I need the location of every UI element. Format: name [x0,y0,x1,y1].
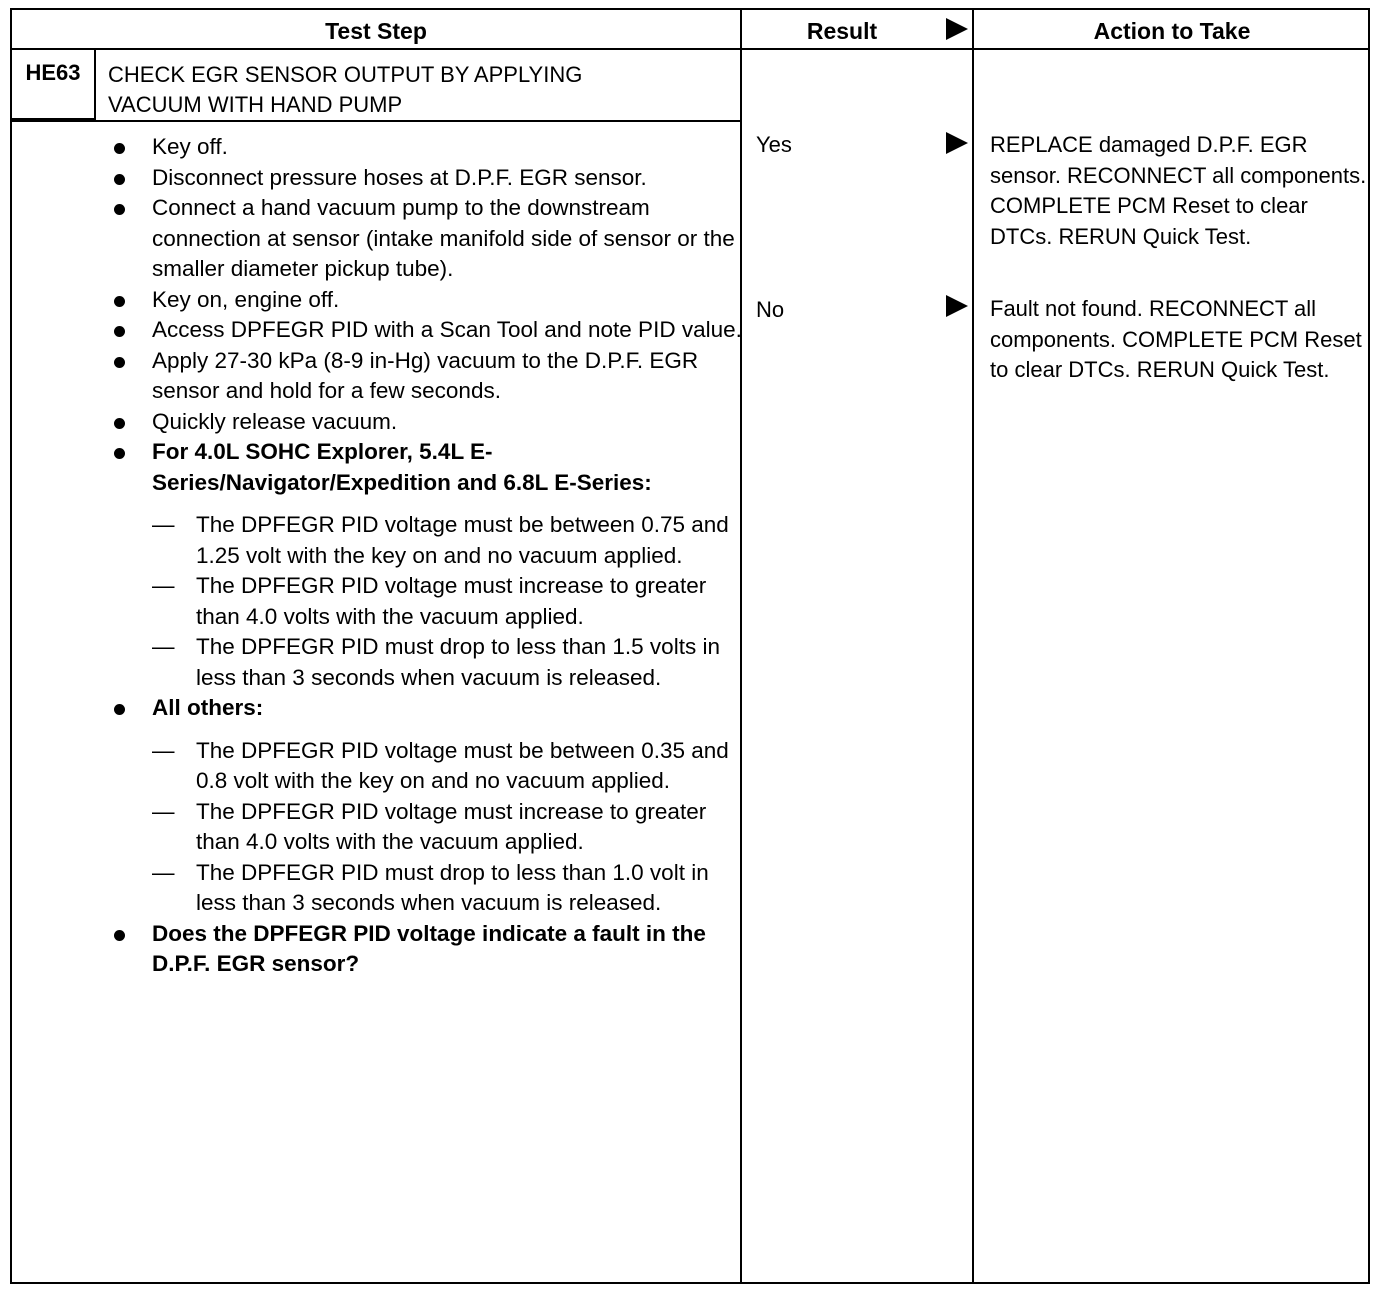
bullet-icon [114,448,125,459]
column-divider-action [972,10,974,1282]
header-arrow-icon [946,18,968,40]
group-heading: For 4.0L SOHC Explorer, 5.4L E-Series/Navigator/Expedition and 6.8L E-Series: [104,437,744,498]
group-b-conditions [104,736,744,919]
list-item: Quickly release vacuum. [104,407,744,438]
group-heading: All others: [104,693,744,724]
condition-item: — The DPFEGR PID voltage must increase to greater than 4.0 volts with the vacuum applied. [152,798,707,854]
step-id: HE63 [12,50,96,120]
title-divider [12,120,740,122]
bullet-icon [114,357,125,368]
bullet-icon [114,204,125,215]
instruction-list [104,132,744,980]
step-title-line: CHECK EGR SENSOR OUTPUT BY APPLYING [108,62,583,87]
action-no: Fault not found. RECONNECT all components. COMPLETE PCM Reset to clear DTCs. RERUN Quick Test. [990,296,1362,382]
condition-item: — The DPFEGR PID must drop to less than 1.5 volts in less than 3 seconds when vacuum is released. [152,634,720,690]
yes-arrow-icon [946,132,968,154]
list-item: Key on, engine off. [104,285,744,316]
bullet-icon [114,143,125,154]
condition-item: — The DPFEGR PID must drop to less than 1.0 volt in less than 3 seconds when vacuum is released. [152,859,709,915]
header-action: Action to Take [1093,18,1251,44]
result-no: No [756,297,785,322]
list-item: Connect a hand vacuum pump to the downstream connection at sensor (intake manifold side of sensor or the smaller diameter pickup tube). [104,193,744,285]
bullet-icon [114,174,125,185]
action-yes: REPLACE damaged D.P.F. EGR sensor. RECONNECT all components. COMPLETE PCM Reset to clear DTCs. RERUN Quick Test. [990,132,1367,249]
list-item: Disconnect pressure hoses at D.P.F. EGR sensor. [104,163,744,194]
diagnostic-table [10,8,1370,1284]
condition-item: — The DPFEGR PID voltage must be between 0.35 and 0.8 volt with the key on and no vacuum applied. [152,737,729,793]
result-yes: Yes [756,132,792,157]
step-title [108,60,728,120]
condition-item: — The DPFEGR PID voltage must be between 0.75 and 1.25 volt with the key on and no vacuum applied. [152,512,729,568]
step-title-line: VACUUM WITH HAND PUMP [108,92,403,117]
list-item: Access DPFEGR PID with a Scan Tool and note PID value. [104,315,744,346]
header-test-step: Test Step [325,18,427,44]
list-item: Key off. [104,132,744,163]
bullet-icon [114,326,125,337]
bullet-icon [114,930,125,941]
list-item: Apply 27-30 kPa (8-9 in-Hg) vacuum to the D.P.F. EGR sensor and hold for a few seconds. [104,346,744,407]
no-arrow-icon [946,295,968,317]
header-result: Result [806,18,878,44]
group-a-conditions [104,510,744,693]
question: Does the DPFEGR PID voltage indicate a fault in the D.P.F. EGR sensor? [104,919,744,980]
bullet-icon [114,296,125,307]
bullet-icon [114,704,125,715]
bullet-icon [114,418,125,429]
condition-item: — The DPFEGR PID voltage must increase to greater than 4.0 volts with the vacuum applied. [152,573,707,629]
